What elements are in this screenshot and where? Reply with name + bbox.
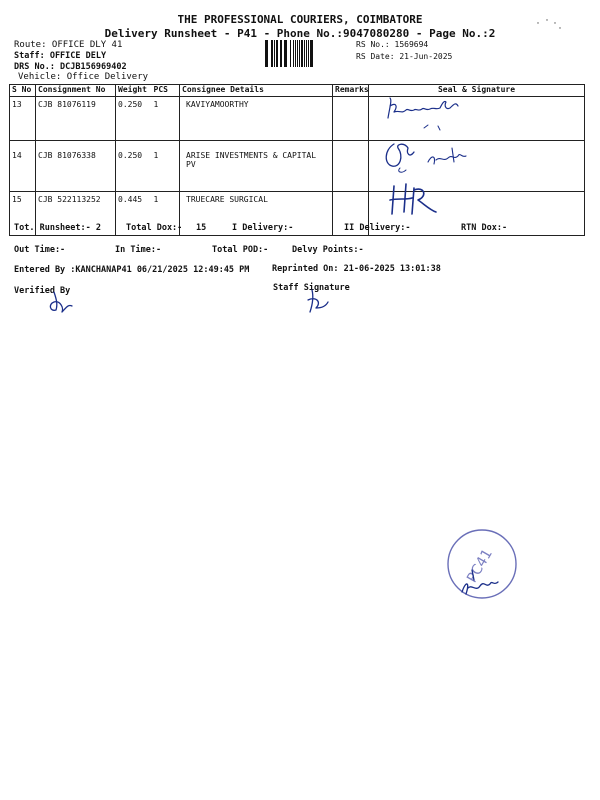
cell-weight: 0.445 <box>116 192 152 236</box>
rs-date: RS Date: 21-Jun-2025 <box>356 52 453 61</box>
verified-by-label: Verified By <box>14 286 71 296</box>
table-header-row <box>10 85 585 97</box>
cell-consignee: ARISE INVESTMENTS & CAPITAL PV <box>180 141 333 192</box>
barcode-image <box>265 40 347 67</box>
scan-specks <box>535 15 565 35</box>
cell-consignment: CJB 522113252 <box>36 192 116 236</box>
drs-label: DRS No.: DCJB156969402 <box>14 62 127 72</box>
cell-weight: 0.250 <box>116 97 152 141</box>
col-header-consignee: Consignee Details <box>180 85 333 97</box>
cell-sno: 14 <box>10 141 36 192</box>
cell-weight: 0.250 <box>116 141 152 192</box>
col-header-sno: S No <box>10 85 36 97</box>
cell-consignment: CJB 81076338 <box>36 141 116 192</box>
cell-sno: 13 <box>10 97 36 141</box>
col-header-pcs: PCS <box>152 85 180 97</box>
stamp-text: PC41 <box>464 546 496 586</box>
i-delivery: I Delivery:- <box>232 223 294 233</box>
cell-consignment: CJB 81076119 <box>36 97 116 141</box>
company-title: THE PROFESSIONAL COURIERS, COIMBATORE <box>177 13 423 26</box>
cell-sno: 15 <box>10 192 36 236</box>
in-time: In Time:- <box>115 245 162 255</box>
total-dox-label: Total Dox:- <box>126 223 183 233</box>
cell-pcs: 1 <box>152 141 180 192</box>
entered-by: Entered By :KANCHANAP41 06/21/2025 12:49:45 PM <box>14 265 250 275</box>
cell-pcs: 1 <box>152 97 180 141</box>
vehicle-label: Vehicle: Office Delivery <box>18 72 149 82</box>
col-header-remarks: Remarks <box>333 85 369 97</box>
reprinted-on: Reprinted On: 21-06-2025 13:01:38 <box>272 264 441 274</box>
total-dox-value: 15 <box>196 223 207 233</box>
cell-consignee: TRUECARE SURGICAL <box>180 192 333 236</box>
rtn-dox: RTN Dox:- <box>461 223 508 233</box>
runsheet-subtitle: Delivery Runsheet - P41 - Phone No.:9047080280 - Page No.:2 <box>104 27 496 40</box>
staff-label: Staff: OFFICE DELY <box>14 51 107 61</box>
signature-row-13 <box>380 92 480 134</box>
staff-signature-mark <box>300 286 334 316</box>
delvy-points: Delvy Points:- <box>292 245 364 255</box>
ii-delivery: II Delivery:- <box>344 223 411 233</box>
signature-row-15 <box>380 180 480 222</box>
col-header-consignment: Consignment No <box>36 85 116 97</box>
col-header-weight: Weight <box>116 85 152 97</box>
staff-signature-label: Staff Signature <box>273 283 350 293</box>
verified-signature <box>40 288 80 316</box>
cell-remarks <box>333 97 369 141</box>
col-header-signature: Seal & Signature <box>369 85 585 97</box>
table-row <box>10 141 585 192</box>
rs-number: RS No.: 1569694 <box>356 40 429 49</box>
tot-runsheet: Tot. Runsheet:- 2 <box>14 223 101 233</box>
table-row <box>10 97 585 141</box>
route-label: Route: OFFICE DLY 41 <box>14 40 123 50</box>
barcode-bar <box>313 40 315 67</box>
out-time: Out Time:- <box>14 245 66 255</box>
total-pod: Total POD:- <box>212 245 269 255</box>
office-stamp <box>444 522 524 606</box>
cell-pcs: 1 <box>152 192 180 236</box>
runsheet-table <box>9 84 585 236</box>
cell-remarks <box>333 141 369 192</box>
cell-consignee: KAVIYAMOORTHY <box>180 97 333 141</box>
signature-row-14 <box>380 134 480 178</box>
